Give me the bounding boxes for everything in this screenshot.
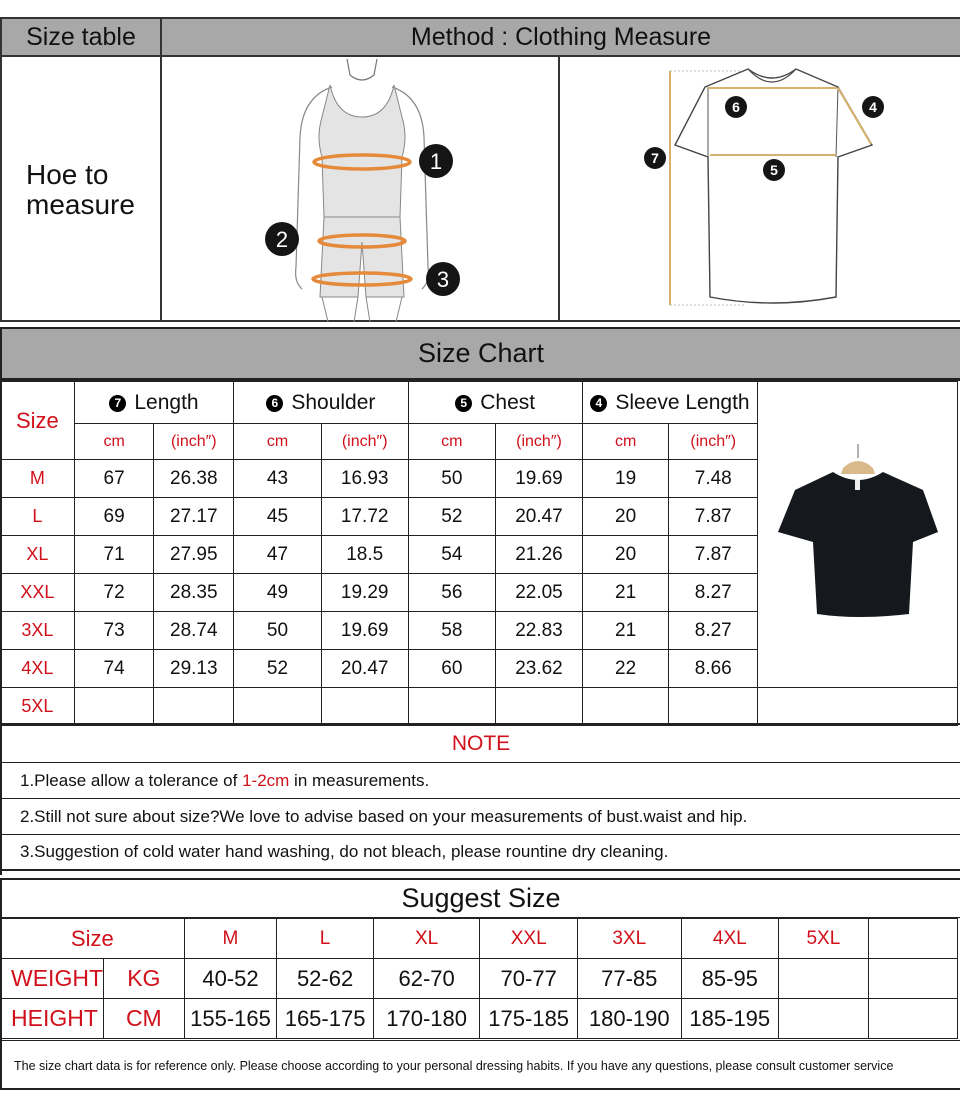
value-cell: 7.87 [669, 498, 758, 536]
value-cell: 50 [234, 612, 322, 650]
height-cell [779, 999, 869, 1039]
value-cell: 60 [408, 650, 496, 688]
value-cell: 45 [234, 498, 322, 536]
marker-5-icon: 5 [455, 395, 472, 412]
size-row [1, 919, 958, 959]
size-cell: XL [373, 919, 480, 959]
note-item: 3.Suggestion of cold water hand washing, do not bleach, please rountine dry cleaning. [2, 835, 960, 871]
value-cell [154, 688, 234, 726]
value-cell: 22.05 [496, 574, 583, 612]
measure-method-section [0, 17, 960, 322]
value-cell: 23.62 [496, 650, 583, 688]
weight-cell: 40-52 [184, 959, 277, 999]
svg-text:7: 7 [651, 150, 659, 166]
size-column-header: Size [1, 382, 75, 460]
height-cell [868, 999, 957, 1039]
sleeve-column-header [582, 382, 757, 424]
value-cell: 22.83 [496, 612, 583, 650]
suggest-size-title: Suggest Size [2, 880, 960, 918]
value-cell: 7.48 [669, 460, 758, 498]
marker-7-icon: 7 [109, 395, 126, 412]
size-cell: XXL [1, 574, 75, 612]
unit-cell: (inch″) [669, 424, 758, 460]
value-cell: 19.69 [321, 612, 408, 650]
unit-cell: cm [582, 424, 669, 460]
unit-cell: (inch″) [496, 424, 583, 460]
note-text: in measurements. [289, 770, 430, 790]
size-cell: 5XL [779, 919, 869, 959]
height-cell: 170-180 [373, 999, 480, 1039]
value-cell: 52 [408, 498, 496, 536]
value-cell: 20 [582, 536, 669, 574]
value-cell: 8.66 [669, 650, 758, 688]
height-cell: 175-185 [480, 999, 578, 1039]
column-label: Chest [480, 390, 536, 414]
column-label: Length [134, 390, 199, 414]
note-text: 1.Please allow a tolerance of [20, 770, 243, 790]
note-highlight: 1-2cm [242, 770, 290, 790]
value-cell: 47 [234, 536, 322, 574]
disclaimer-text: The size chart data is for reference only. Please choose according to your personal dressing habits. If you have any questions, please consult customer service [2, 1040, 960, 1090]
value-cell: 72 [74, 574, 154, 612]
height-label: HEIGHT [1, 999, 104, 1039]
size-table-header: Size table [2, 19, 162, 57]
weight-cell: 85-95 [681, 959, 779, 999]
weight-label: WEIGHT [1, 959, 104, 999]
weight-cell: 62-70 [373, 959, 480, 999]
svg-text:6: 6 [732, 99, 740, 115]
method-header: Method : Clothing Measure [162, 19, 960, 57]
size-cell: 3XL [1, 612, 75, 650]
marker-4-icon: 4 [590, 395, 607, 412]
value-cell: 69 [74, 498, 154, 536]
value-cell: 49 [234, 574, 322, 612]
value-cell: 20.47 [321, 650, 408, 688]
unit-cell: (inch″) [154, 424, 234, 460]
unit-cell: cm [234, 424, 322, 460]
size-cell: L [1, 498, 75, 536]
size-chart-section [0, 327, 960, 725]
notes-section [0, 725, 960, 875]
height-row [1, 999, 958, 1039]
note-item: 2.Still not sure about size?We love to advise based on your measurements of bust.waist and hip. [2, 799, 960, 835]
value-cell: 26.38 [154, 460, 234, 498]
table-header-row [1, 382, 958, 424]
value-cell: 19.29 [321, 574, 408, 612]
shirt-measure-diagram [560, 57, 960, 322]
how-to-measure-text: Hoe to measure [26, 158, 135, 220]
value-cell: 56 [408, 574, 496, 612]
svg-text:1: 1 [429, 149, 443, 174]
value-cell: 8.27 [669, 612, 758, 650]
size-chart-table [0, 381, 958, 726]
note-title: NOTE [2, 725, 960, 763]
table-row [1, 688, 958, 726]
marker-6-icon: 6 [266, 395, 283, 412]
empty-cell [758, 688, 958, 726]
svg-text:2: 2 [275, 227, 289, 252]
value-cell [582, 688, 669, 726]
value-cell [321, 688, 408, 726]
value-cell: 54 [408, 536, 496, 574]
weight-unit: KG [104, 959, 185, 999]
value-cell: 52 [234, 650, 322, 688]
value-cell: 74 [74, 650, 154, 688]
weight-row [1, 959, 958, 999]
value-cell: 16.93 [321, 460, 408, 498]
height-cell: 165-175 [277, 999, 374, 1039]
column-label: Shoulder [291, 390, 376, 414]
value-cell: 18.5 [321, 536, 408, 574]
size-cell: 3XL [577, 919, 681, 959]
value-cell: 50 [408, 460, 496, 498]
value-cell: 20.47 [496, 498, 583, 536]
size-label: Size [1, 919, 185, 959]
value-cell: 21.26 [496, 536, 583, 574]
size-cell: M [1, 460, 75, 498]
value-cell [669, 688, 758, 726]
chest-column-header [408, 382, 582, 424]
weight-cell [868, 959, 957, 999]
value-cell: 67 [74, 460, 154, 498]
value-cell: 20 [582, 498, 669, 536]
value-cell: 21 [582, 574, 669, 612]
tshirt-outline-icon [560, 57, 960, 322]
body-measure-diagram [162, 57, 560, 322]
value-cell: 7.87 [669, 536, 758, 574]
suggest-size-table [0, 918, 958, 1039]
value-cell [234, 688, 322, 726]
unit-cell: cm [74, 424, 154, 460]
size-cell: M [184, 919, 277, 959]
size-cell: 4XL [681, 919, 779, 959]
black-tshirt-image [773, 444, 943, 634]
svg-text:3: 3 [436, 267, 450, 292]
value-cell: 17.72 [321, 498, 408, 536]
value-cell: 29.13 [154, 650, 234, 688]
weight-cell [779, 959, 869, 999]
height-cell: 155-165 [184, 999, 277, 1039]
value-cell: 71 [74, 536, 154, 574]
size-cell: L [277, 919, 374, 959]
length-column-header [74, 382, 233, 424]
value-cell [74, 688, 154, 726]
size-cell: 5XL [1, 688, 75, 726]
value-cell: 28.35 [154, 574, 234, 612]
size-cell: 4XL [1, 650, 75, 688]
weight-cell: 70-77 [480, 959, 578, 999]
size-cell: XXL [480, 919, 578, 959]
value-cell: 43 [234, 460, 322, 498]
unit-cell: (inch″) [321, 424, 408, 460]
weight-cell: 52-62 [277, 959, 374, 999]
value-cell: 21 [582, 612, 669, 650]
size-chart-title: Size Chart [2, 329, 960, 381]
note-item [2, 763, 960, 799]
weight-cell: 77-85 [577, 959, 681, 999]
how-to-measure-label [2, 57, 162, 322]
value-cell: 19.69 [496, 460, 583, 498]
body-figure-icon [162, 57, 560, 322]
column-label: Sleeve Length [615, 390, 750, 414]
value-cell: 28.74 [154, 612, 234, 650]
size-cell [868, 919, 957, 959]
svg-text:4: 4 [869, 99, 877, 115]
value-cell: 27.17 [154, 498, 234, 536]
suggest-size-section [0, 878, 960, 1090]
value-cell: 22 [582, 650, 669, 688]
product-image-cell [758, 382, 958, 688]
height-unit: CM [104, 999, 185, 1039]
value-cell [408, 688, 496, 726]
height-cell: 180-190 [577, 999, 681, 1039]
shoulder-column-header [234, 382, 408, 424]
value-cell: 73 [74, 612, 154, 650]
size-cell: XL [1, 536, 75, 574]
height-cell: 185-195 [681, 999, 779, 1039]
value-cell [496, 688, 583, 726]
value-cell: 8.27 [669, 574, 758, 612]
value-cell: 19 [582, 460, 669, 498]
unit-cell: cm [408, 424, 496, 460]
svg-text:5: 5 [770, 162, 778, 178]
value-cell: 27.95 [154, 536, 234, 574]
value-cell: 58 [408, 612, 496, 650]
